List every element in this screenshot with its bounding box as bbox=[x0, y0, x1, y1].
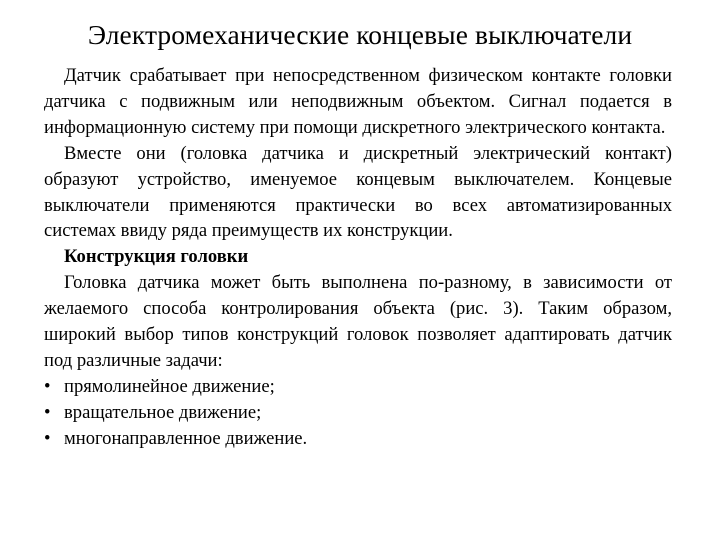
list-item-multidirectional-motion bbox=[44, 426, 672, 452]
list-item-rotational-motion bbox=[44, 400, 672, 426]
list-item-text: многонаправленное движение. bbox=[64, 427, 308, 449]
subheading-head-design: Конструкция головки bbox=[64, 246, 249, 268]
list-item-text: прямолинейное движение; bbox=[64, 375, 275, 397]
bullet-icon: • bbox=[44, 375, 51, 397]
bullet-icon: • bbox=[44, 401, 51, 423]
motion-types-list bbox=[44, 374, 672, 452]
list-item-linear-motion bbox=[44, 374, 672, 400]
list-item-text: вращательное движение; bbox=[64, 401, 262, 423]
paragraph-head-design: Головка датчика может быть выполнена по-разному, в зависимости от желаемого способа контролирования объекта (рис. 3). Таким образом, широкий выбор типов конструкций головок позволяет адаптировать датчик под различные задачи: bbox=[44, 272, 672, 371]
slide-title: Электромеханические концевые выключатели bbox=[87, 19, 633, 50]
paragraph-limit-switch-definition: Вместе они (головка датчика и дискретный электрический контакт) образуют устройство, именуемое концевым выключателем. Концевые выключатели применяются практически во всех автоматизированных системах ввиду ряда преимуществ их конструкции. bbox=[44, 142, 672, 242]
paragraph-sensor-contact: Датчик срабатывает при непосредственном физическом контакте головки датчика с подвижным или неподвижным объектом. Сигнал подается в информационную систему при помощи дискретного электрического контакта. bbox=[44, 65, 672, 138]
bullet-icon: • bbox=[44, 427, 51, 449]
slide-body bbox=[44, 63, 672, 452]
